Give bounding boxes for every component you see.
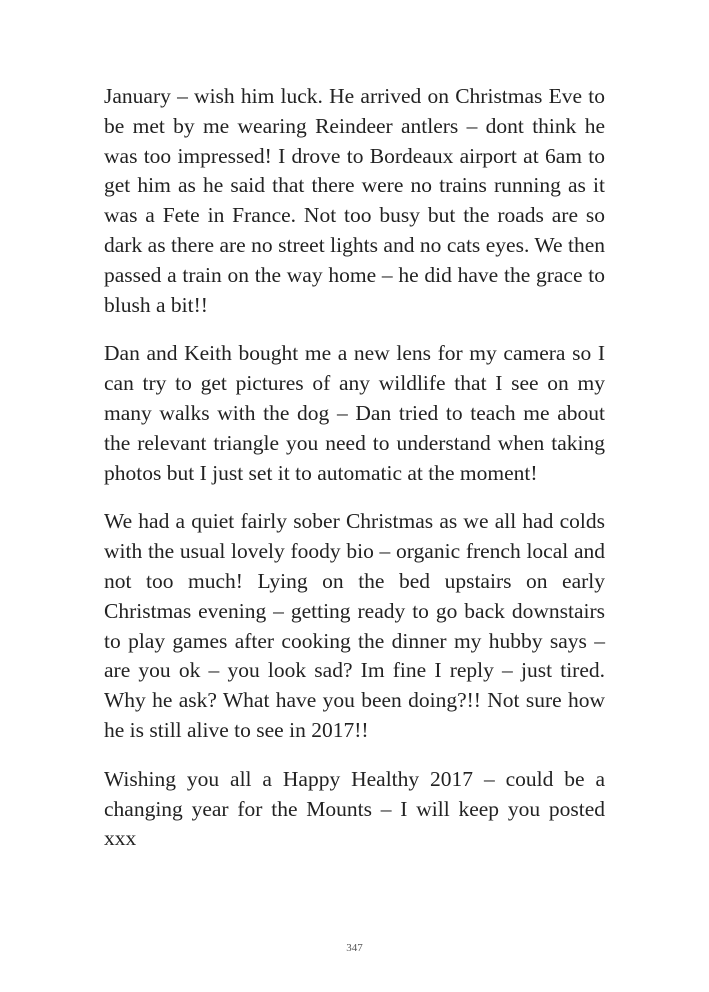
paragraph-camera-lens: Dan and Keith bought me a new lens for my camera so I can try to get pictures of any wildlife that I see on my many walks with the dog – Dan tried to teach me about the relevant triangle you need to understand when taking photos but I just set it to automatic at the moment! — [104, 341, 605, 485]
paragraph-new-year-wishes: Wishing you all a Happy Healthy 2017 – could be a changing year for the Mounts – I will keep you posted xxx — [104, 766, 605, 851]
paragraph-quiet-christmas: We had a quiet fairly sober Christmas as we all had colds with the usual lovely foody bio – organic french local and not too much! Lying on the bed upstairs on early Christmas evening – getting ready to go back downstairs to play games after cooking the dinner my hubby says – are you ok – you look sad? Im fine I reply – just tired. Why he ask? What have you been doing?!! Not sure how he is still alive to see in 2017!! — [104, 509, 605, 742]
page-body — [104, 82, 605, 873]
paragraph-son-arrival: January – wish him luck. He arrived on Christmas Eve to be met by me wearing Reindeer antlers – dont think he was too impressed! I drove to Bordeaux airport at 6am to get him as he said that there were no trains running as it was a Fete in France. Not too busy but the roads are so dark as there are no street lights and no cats eyes. We then passed a train on the way home – he did have the grace to blush a bit!! — [104, 84, 605, 317]
page-number: 347 — [346, 942, 363, 954]
